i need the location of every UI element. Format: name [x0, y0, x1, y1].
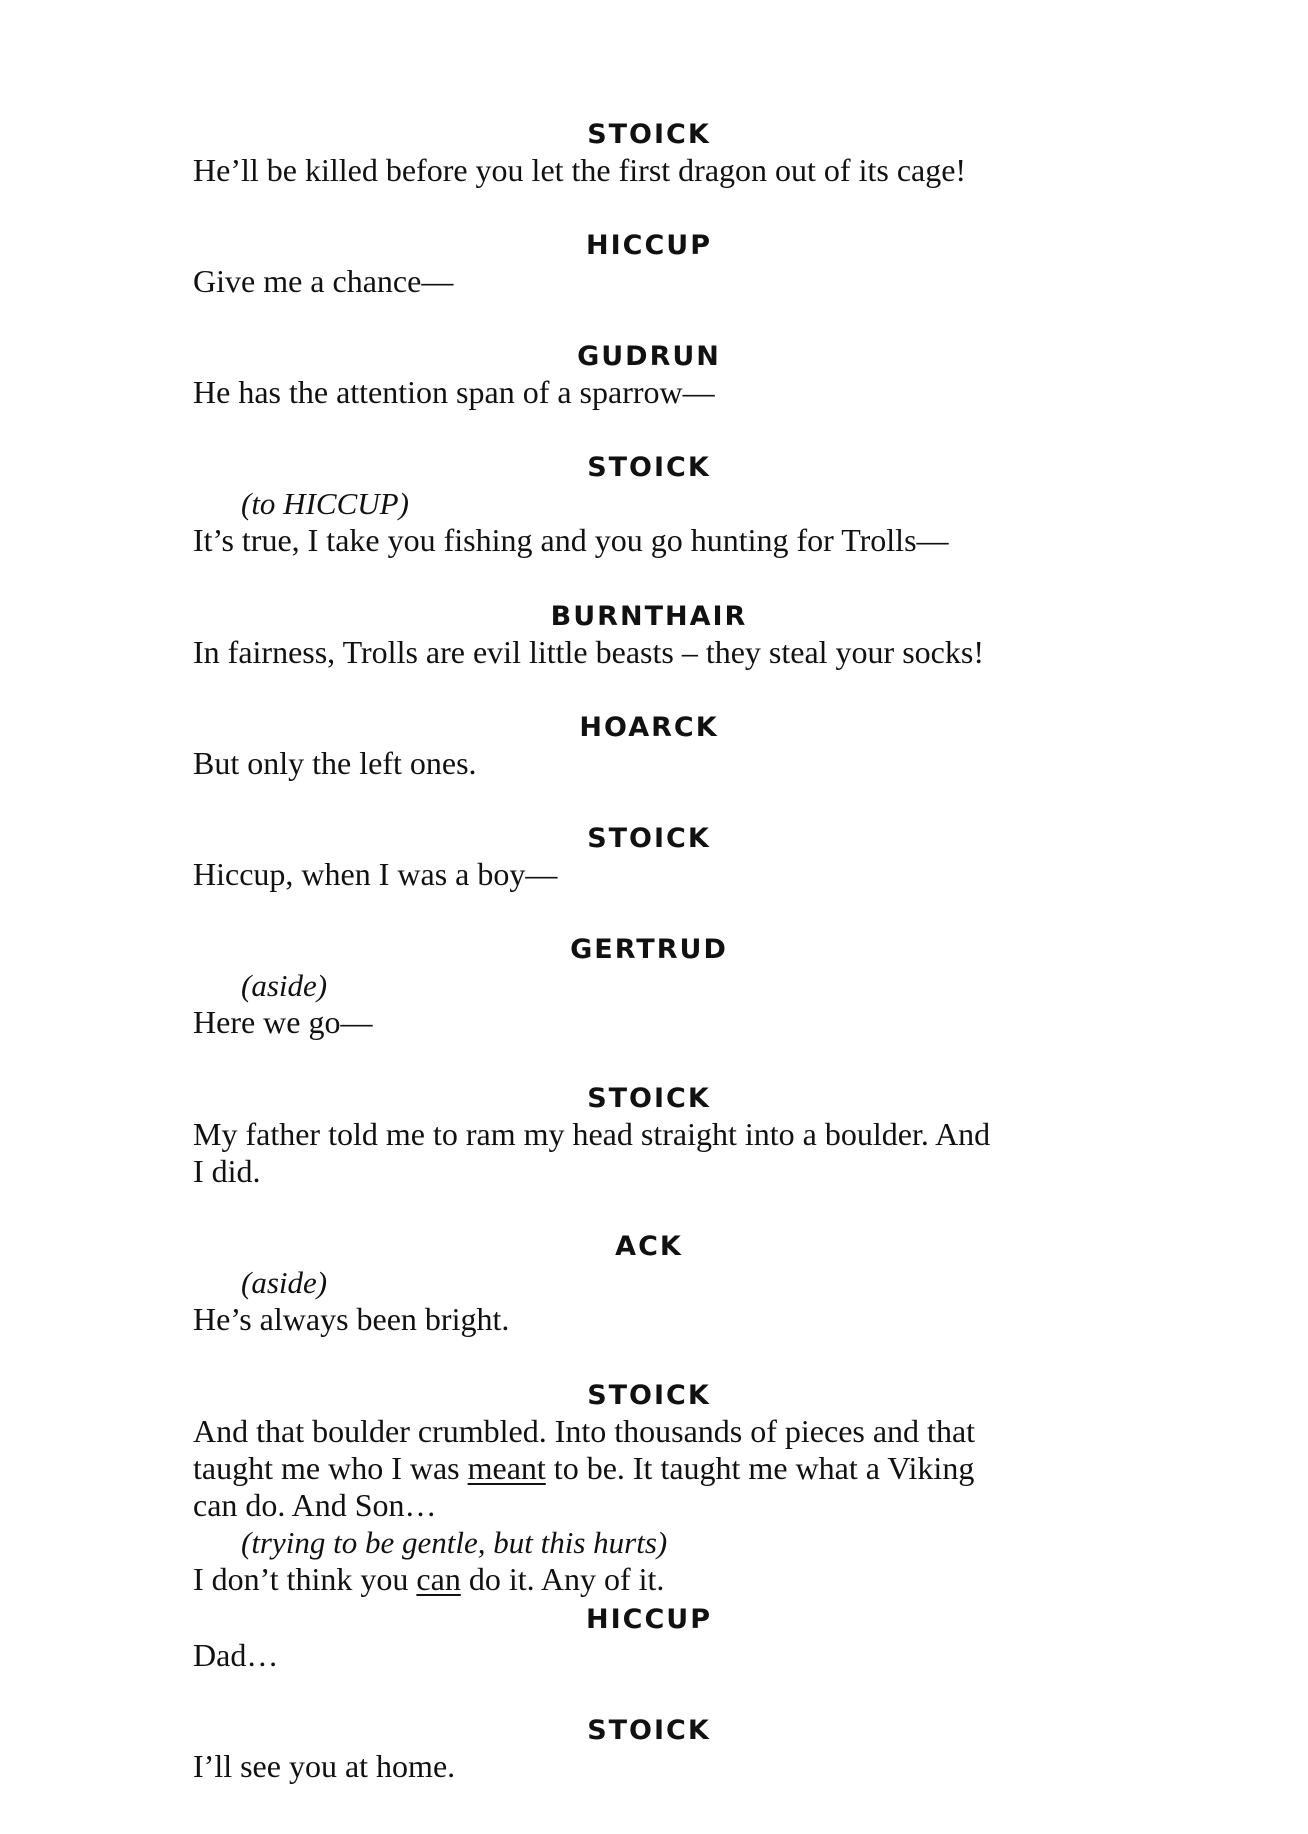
dialogue-block [193, 822, 1153, 893]
dialogue-line [193, 1450, 1153, 1487]
parenthetical: (aside) [241, 1265, 328, 1300]
dialogue-line: He has the attention span of a sparrow— [193, 374, 715, 410]
dialogue-block [193, 933, 1153, 1041]
dialogue-block [193, 451, 1153, 559]
dialogue-line: But only the left ones. [193, 745, 477, 781]
underlined-emphasis: can [416, 1561, 461, 1597]
dialogue-line: I’ll see you at home. [193, 1748, 456, 1784]
character-name: STOICK [587, 452, 711, 483]
dialogue-block [193, 600, 1153, 671]
dialogue-line [193, 1561, 1153, 1598]
dialogue-block [193, 1603, 1153, 1674]
dialogue-line: He’s always been bright. [193, 1301, 510, 1337]
parenthetical: (aside) [241, 968, 328, 1003]
character-name: STOICK [587, 1715, 711, 1746]
character-name: ACK [615, 1231, 683, 1262]
dialogue-block [193, 229, 1153, 300]
dialogue-line: Dad… [193, 1637, 279, 1673]
dialogue-block [193, 1082, 1153, 1190]
line-segment: do it. Any of it. [460, 1561, 665, 1597]
dialogue-line: Here we go— [193, 1004, 373, 1040]
dialogue-line: Hiccup, when I was a boy— [193, 856, 558, 892]
character-name: GERTRUD [570, 934, 728, 965]
dialogue-line: I did. [193, 1153, 261, 1189]
character-name: STOICK [587, 119, 711, 150]
character-name: HOARCK [579, 712, 719, 743]
dialogue-line: It’s true, I take you fishing and you go hunting for Trolls— [193, 522, 949, 558]
character-name: STOICK [587, 1380, 711, 1411]
dialogue-line: And that boulder crumbled. Into thousands of pieces and that [193, 1413, 976, 1449]
dialogue-line: can do. And Son… [193, 1487, 437, 1523]
character-name: GUDRUN [577, 341, 721, 372]
underlined-emphasis: meant [467, 1450, 546, 1486]
line-segment: taught me who I was [193, 1450, 468, 1486]
parenthetical: (to HICCUP) [241, 486, 409, 521]
character-name: BURNTHAIR [550, 601, 748, 632]
dialogue-block [193, 118, 1153, 189]
dialogue-block [193, 340, 1153, 411]
character-name: STOICK [587, 1083, 711, 1114]
dialogue-line: My father told me to ram my head straight into a boulder. And [193, 1116, 991, 1152]
parenthetical: (trying to be gentle, but this hurts) [241, 1525, 668, 1560]
dialogue-line: He’ll be killed before you let the first dragon out of its cage! [193, 152, 967, 188]
dialogue-line: In fairness, Trolls are evil little beasts – they steal your socks! [193, 634, 984, 670]
dialogue-block [193, 1230, 1153, 1338]
dialogue-line: Give me a chance— [193, 263, 454, 299]
character-name: HICCUP [586, 230, 712, 261]
character-name: STOICK [587, 823, 711, 854]
line-segment: I don’t think you [193, 1561, 417, 1597]
dialogue-block [193, 711, 1153, 782]
character-name: HICCUP [586, 1604, 712, 1635]
line-segment: to be. It taught me what a Viking [545, 1450, 975, 1486]
dialogue-block [193, 1714, 1153, 1785]
dialogue-block [193, 1379, 1153, 1598]
